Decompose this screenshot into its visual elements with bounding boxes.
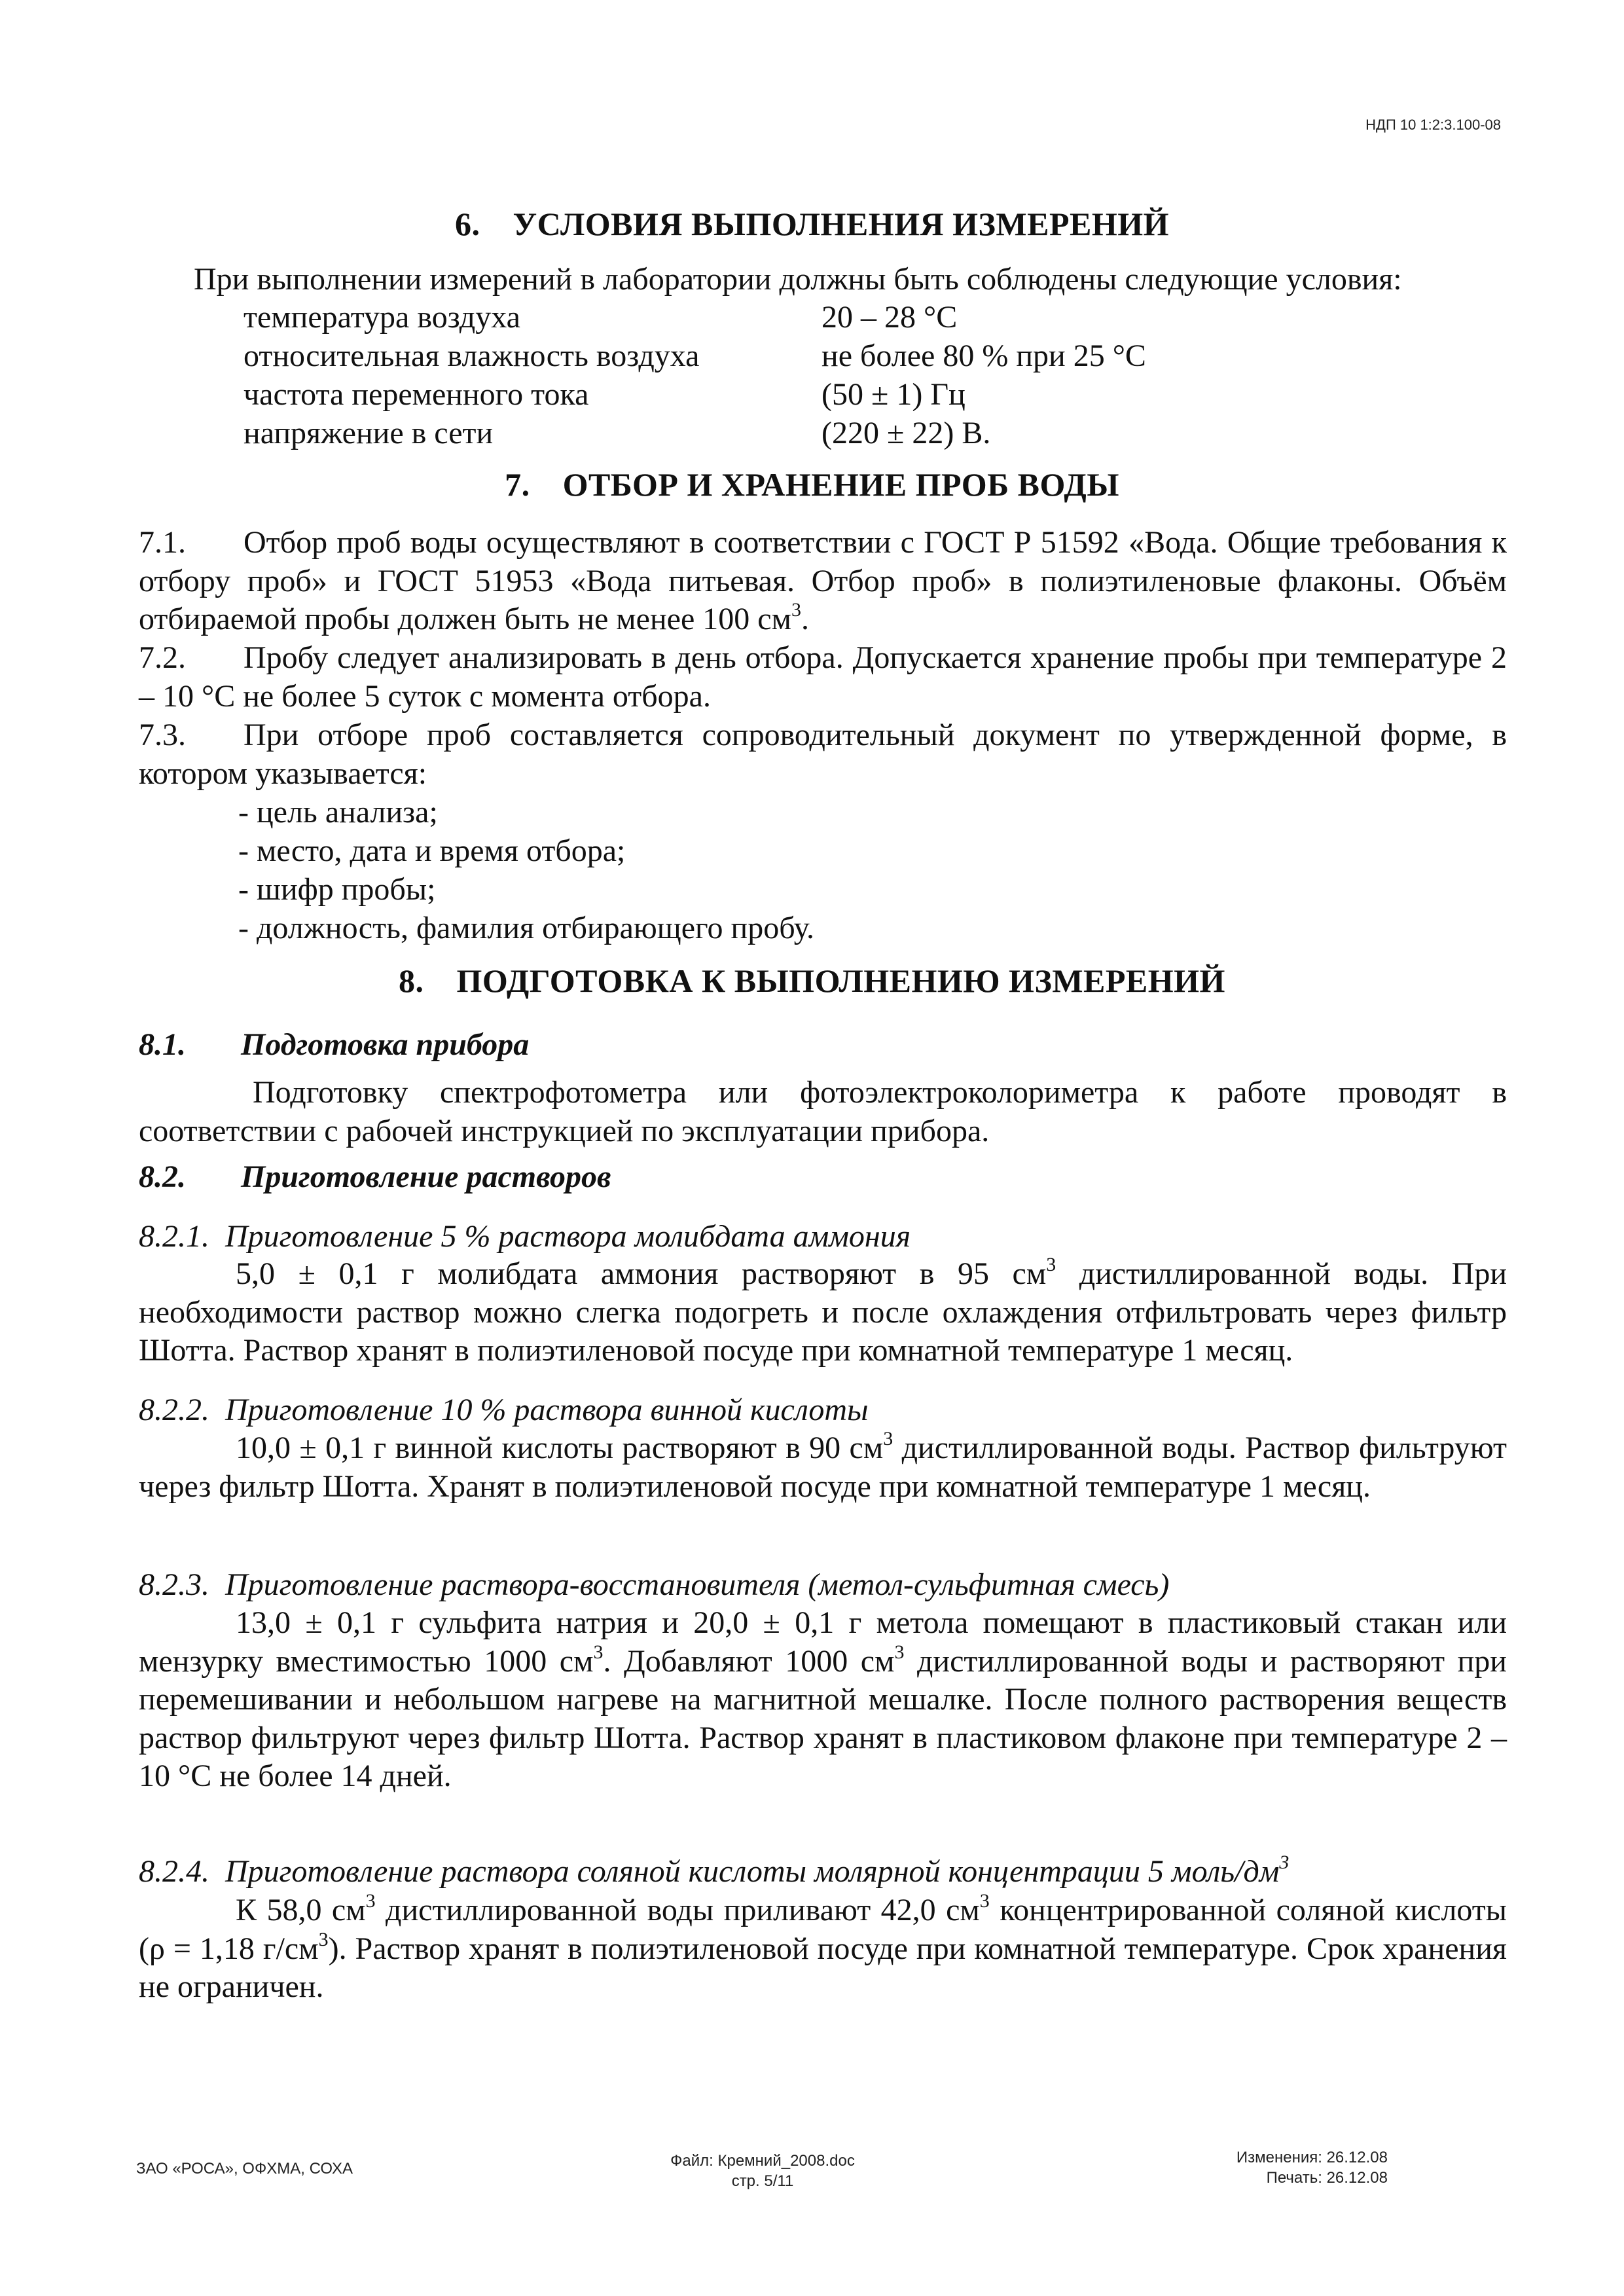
footer-changed: Изменения: 26.12.08: [1236, 2149, 1388, 2166]
paragraph-number: 7.1.: [139, 525, 186, 560]
superscript: 3: [365, 1890, 376, 1912]
condition-label: частота переменного тока: [244, 377, 589, 412]
footer-file: Файл: Кремний_2008.doc: [670, 2152, 855, 2170]
superscript: 3: [318, 1928, 329, 1950]
superscript: 3: [979, 1890, 990, 1912]
subsection-8-1-number: 8.1.: [139, 1027, 186, 1062]
paragraph-text: При отборе проб составляется сопроводительный документ по утвержденной форме, в котором указывается:: [139, 718, 1507, 791]
subsection-title: Приготовление 5 % раствора молибдата аммония: [225, 1219, 911, 1254]
paragraph-text-end: .: [801, 602, 809, 637]
list-item: - должность, фамилия отбирающего пробу.: [238, 911, 814, 945]
condition-label: температура воздуха: [244, 300, 520, 335]
subsection-number: 8.2.1.: [139, 1219, 209, 1254]
condition-label: относительная влажность воздуха: [244, 338, 700, 373]
paragraph-8-2-4: [139, 1891, 1507, 2007]
footer-page: стр. 5/11: [731, 2172, 794, 2191]
subsection-number: 8.2.3.: [139, 1567, 209, 1602]
paragraph-text: 10,0 ± 0,1 г винной кислоты растворяют в 90 см: [236, 1430, 884, 1465]
paragraph-text: К 58,0 см: [236, 1893, 366, 1927]
list-item: - место, дата и время отбора;: [238, 833, 626, 868]
paragraph-number: 7.3.: [139, 718, 186, 752]
paragraph-text: Отбор проб воды осуществляют в соответствии с ГОСТ Р 51592 «Вода. Общие требования к отбору проб» и ГОСТ 51953 «Вода питьевая. Отбор проб» в полиэтиленовые флаконы. Объём отбираемой пробы должен быть не менее 100 см: [139, 525, 1507, 637]
paragraph-8-2-3: [139, 1604, 1507, 1796]
condition-value: (50 ± 1) Гц: [821, 377, 965, 412]
condition-value: не более 80 % при 25 °С: [821, 338, 1146, 373]
subsection-8-1-title: Подготовка прибора: [241, 1027, 530, 1062]
subsection-8-2-1-heading: [139, 1218, 911, 1256]
superscript: 3: [1046, 1254, 1056, 1275]
superscript: 3: [883, 1428, 893, 1449]
paragraph-7-2: [139, 639, 1507, 716]
superscript: 3: [1279, 1851, 1290, 1873]
section-7-title: ОТБОР И ХРАНЕНИЕ ПРОБ ВОДЫ: [562, 466, 1119, 503]
superscript: 3: [894, 1641, 905, 1663]
paragraph-text: Пробу следует анализировать в день отбора. Допускается хранение пробы при температуре 2 – 10 °С не более 5 суток с момента отбора.: [139, 640, 1507, 714]
document-code: НДП 10 1:2:3.100-08: [1365, 117, 1501, 133]
section-8-heading: [0, 961, 1624, 1001]
section-8-number: 8.: [399, 962, 424, 999]
condition-label: напряжение в сети: [244, 416, 494, 450]
subsection-title: Приготовление раствора соляной кислоты молярной концентрации 5 моль/дм: [225, 1854, 1280, 1889]
paragraph-text: дистиллированной воды. Раствор фильтруют через фильтр Шотта. Хранят в полиэтиленовой посуде при комнатной температуре 1 месяц.: [139, 1430, 1507, 1504]
subsection-8-2-2-heading: [139, 1391, 869, 1430]
paragraph-text: Подготовку спектрофотометра или фотоэлектроколориметра к работе проводят в соответствии с рабочей инструкцией по эксплуатации прибора.: [139, 1075, 1507, 1148]
condition-value: 20 – 28 °С: [821, 300, 958, 335]
subsection-number: 8.2.2.: [139, 1393, 209, 1427]
paragraph-number: 7.2.: [139, 640, 186, 675]
paragraph-text: ). Раствор хранят в полиэтиленовой посуде при комнатной температуре. Срок хранения не ограничен.: [139, 1931, 1507, 2005]
superscript: 3: [593, 1641, 604, 1663]
section-8-title: ПОДГОТОВКА К ВЫПОЛНЕНИЮ ИЗМЕРЕНИЙ: [456, 962, 1225, 999]
paragraph-text: 5,0 ± 0,1 г молибдата аммония растворяют в 95 см: [236, 1256, 1047, 1291]
subsection-title: Приготовление 10 % раствора винной кислоты: [225, 1393, 869, 1427]
footer-dates-block: [1165, 2147, 1388, 2188]
footer-file-block: [658, 2151, 867, 2191]
section-6-intro: При выполнении измерений в лаборатории должны быть соблюдены следующие условия:: [194, 262, 1402, 297]
section-6-number: 6.: [454, 206, 480, 242]
section-7-heading: [0, 465, 1624, 505]
subsection-8-2-3-heading: [139, 1566, 1169, 1605]
footer-printed: Печать: 26.12.08: [1266, 2169, 1388, 2187]
paragraph-text: 13,0 ± 0,1 г сульфита натрия и 20,0 ± 0,1 г метола помещают в пластиковый стакан или мензурку вместимостью 1000 см: [139, 1605, 1507, 1679]
subsection-number: 8.2.4.: [139, 1854, 209, 1889]
paragraph-7-1: [139, 524, 1507, 639]
paragraph-8-2-2: [139, 1429, 1507, 1506]
paragraph-8-2-1: [139, 1255, 1507, 1370]
paragraph-text: дистиллированной воды и растворяют при перемешивании и небольшом нагреве на магнитной мешалке. После полного растворения веществ раствор фильтруют через фильтр Шотта. Раствор хранят в пластиковом флаконе при температуре 2 – 10 °С не более 14 дней.: [139, 1643, 1507, 1794]
subsection-8-2-title: Приготовление растворов: [241, 1159, 611, 1194]
list-item: - шифр пробы;: [238, 872, 436, 907]
section-6-heading: [0, 204, 1624, 244]
section-6-title: УСЛОВИЯ ВЫПОЛНЕНИЯ ИЗМЕРЕНИЙ: [513, 206, 1170, 242]
paragraph-text: концентрированной соляной кислоты (ρ = 1,18 г/см: [139, 1893, 1507, 1966]
paragraph-text: дистиллированной воды приливают 42,0 см: [375, 1893, 980, 1927]
condition-value: (220 ± 22) В.: [821, 416, 991, 450]
subsection-title: Приготовление раствора-восстановителя (метол-сульфитная смесь): [225, 1567, 1170, 1602]
list-item: - цель анализа;: [238, 795, 438, 829]
superscript: 3: [791, 599, 801, 621]
paragraph-text: . Добавляют 1000 см: [603, 1643, 895, 1679]
subsection-8-2-4-heading: [139, 1853, 1289, 1891]
paragraph-7-3: [139, 716, 1507, 793]
section-7-number: 7.: [505, 466, 530, 503]
paragraph-text: дистиллированной воды. При необходимости раствор можно слегка подогреть и после охлаждения отфильтровать через фильтр Шотта. Раствор хранят в полиэтиленовой посуде при комнатной температуре 1 месяц.: [139, 1256, 1507, 1368]
subsection-8-2-number: 8.2.: [139, 1159, 186, 1194]
paragraph-8-1: [139, 1074, 1507, 1150]
footer-organization: ЗАО «РОСА», ОФХМА, СОХА: [136, 2160, 353, 2178]
